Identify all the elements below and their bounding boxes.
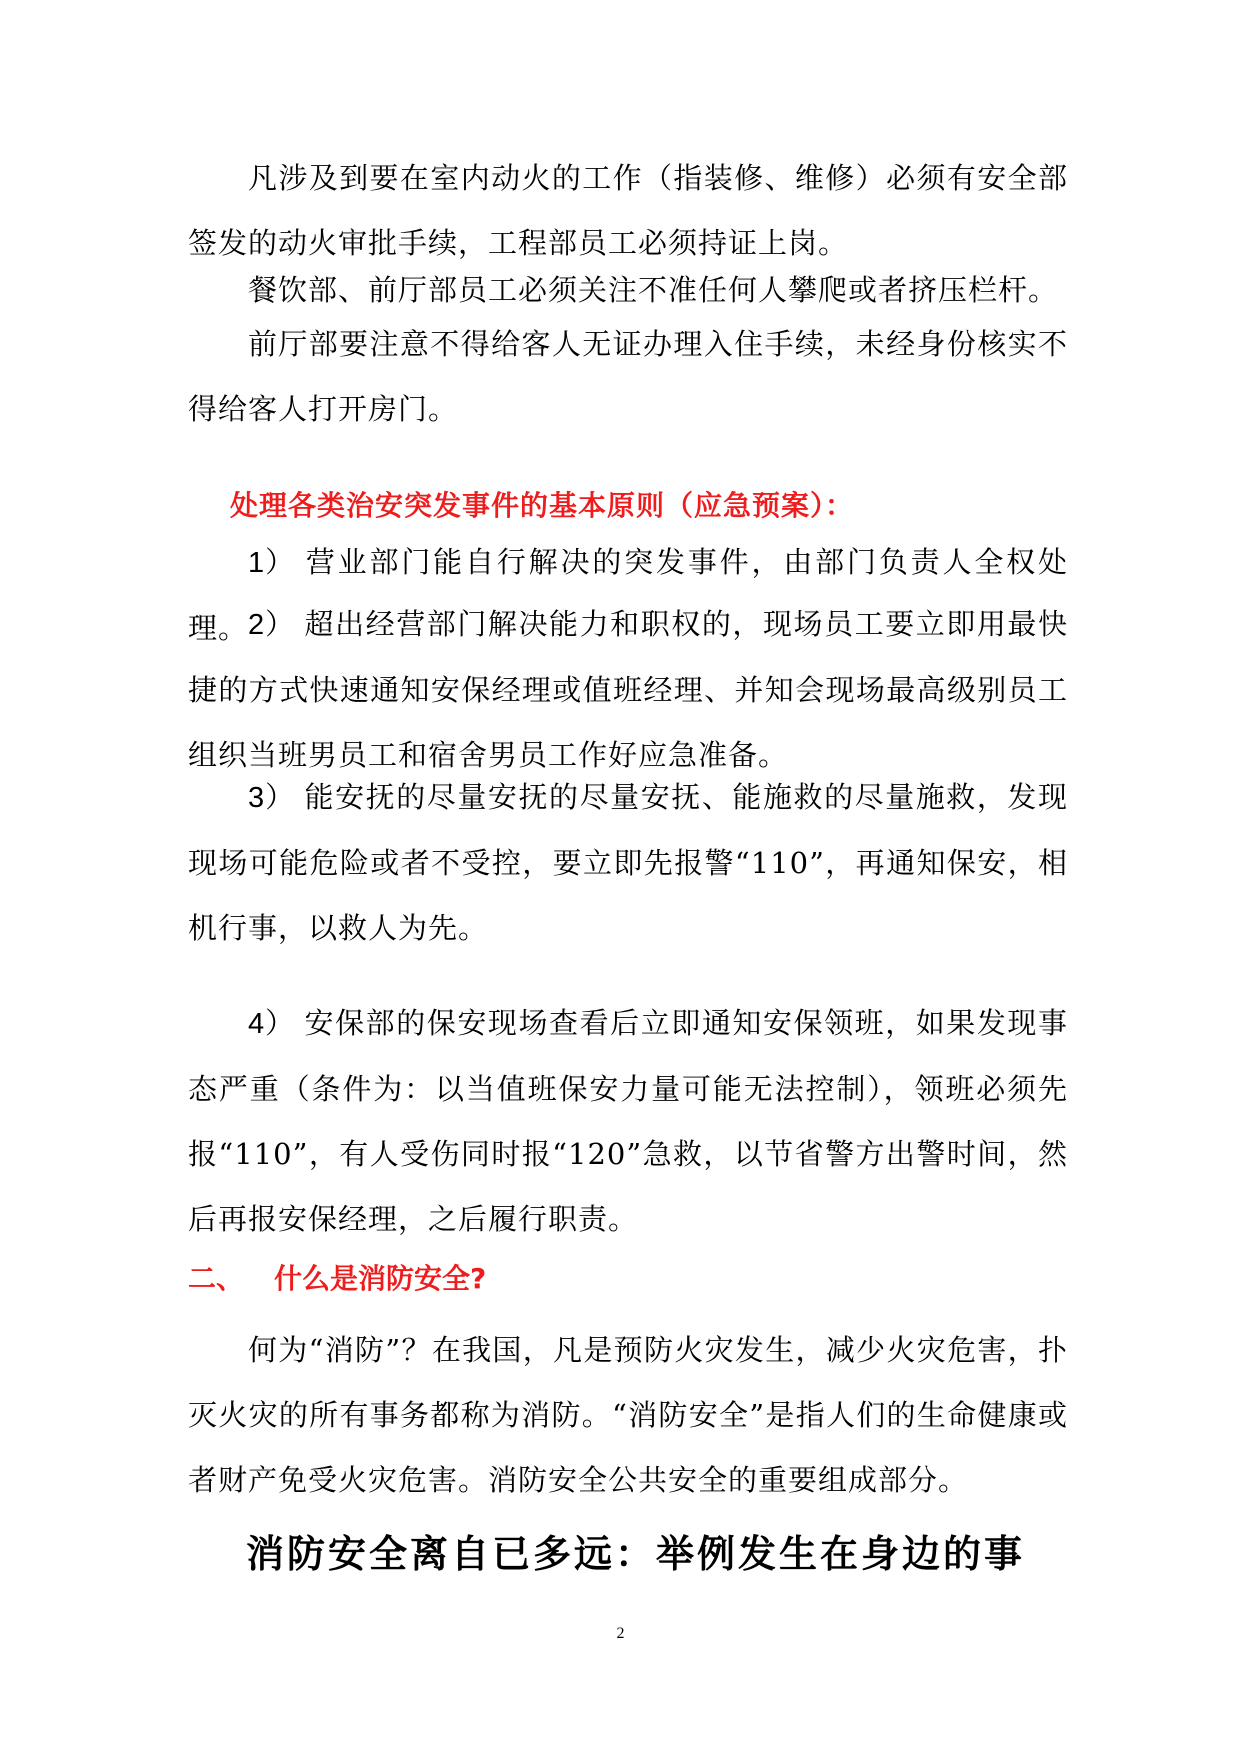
principle-number-4: 4）	[248, 1008, 296, 1040]
principle-number-1: 1）	[248, 547, 296, 579]
big-title: 消防安全离自已多远：举例发生在身边的事	[246, 1531, 1026, 1576]
paragraph-check-in: 前厅部要注意不得给客人无证办理入住手续，未经身份核实不得给客人打开房门。	[188, 327, 1068, 426]
principle-text-3: 能安抚的尽量安抚的尽量安抚、能施救的尽量施救，发现现场可能危险或者不受控，要立即先报警“110”，再通知保安，相机行事，以救人为先。	[188, 780, 1068, 945]
principle-text-2: 超出经营部门解决能力和职权的，现场员工要立即用最快捷的方式快速通知安保经理或值班经理、并知会现场最高级别员工组织当班男员工和宿舍男员工作好应急准备。	[188, 607, 1068, 772]
page-number: 2	[616, 1625, 625, 1642]
principles-heading: 处理各类治安突发事件的基本原则（应急预案）：	[230, 489, 855, 522]
paragraph-fire-safety-definition: 何为“消防”？在我国，凡是预防火灾发生，减少火灾危害，扑灭火灾的所有事务都称为消防。“消防安全”是指人们的生命健康或者财产免受火灾危害。消防安全公共安全的重要组成部分。	[188, 1333, 1068, 1497]
principle-number-3: 3）	[248, 782, 296, 814]
section-title: 什么是消防安全?	[274, 1262, 487, 1295]
principle-item-4	[188, 991, 1068, 1252]
principle-number-2: 2）	[248, 609, 296, 641]
principle-text-1: 营业部门能自行解决的突发事件，由部门负责人全权处理。	[188, 545, 1068, 645]
principle-text-4: 安保部的保安现场查看后立即通知安保领班，如果发现事态严重（条件为：以当值班保安力量可能无法控制），领班必须先报“110”，有人受伤同时报“120”急救，以节省警方出警时间，然后再报安保经理，之后履行职责。	[188, 1006, 1068, 1236]
principle-item-3	[188, 765, 1068, 961]
section-number: 二、	[188, 1262, 245, 1295]
paragraph-railing: 餐饮部、前厅部员工必须关注不准任何人攀爬或者挤压栏杆。	[248, 273, 1059, 307]
paragraph-hot-work: 凡涉及到要在室内动火的工作（指装修、维修）必须有安全部签发的动火审批手续，工程部员工必须持证上岗。	[188, 161, 1068, 260]
section-heading	[188, 1259, 486, 1299]
principle-item-2	[188, 592, 1068, 788]
